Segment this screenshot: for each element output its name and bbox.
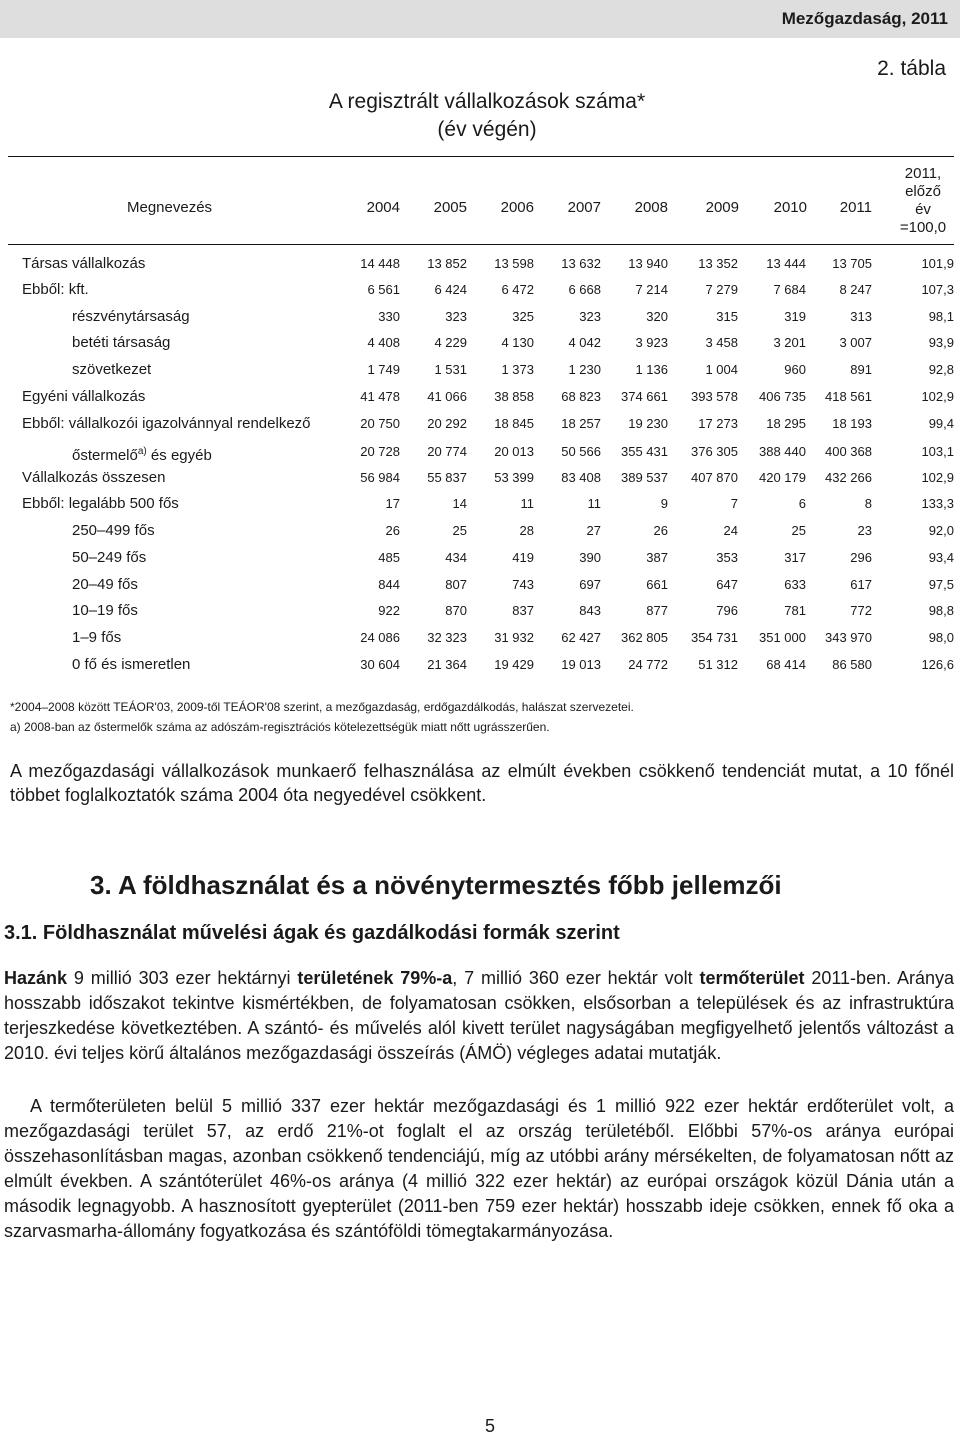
table-cell: 23 <box>857 523 872 538</box>
table-cell: 13 598 <box>494 256 534 271</box>
row-label <box>72 359 151 381</box>
table-cell: 18 193 <box>832 416 872 431</box>
column-header-year: 2009 <box>705 199 739 216</box>
table-cell: 432 266 <box>825 470 872 485</box>
table-row <box>0 386 960 408</box>
table-cell: 390 <box>579 550 601 565</box>
paragraph-agri-area: A termőterületen belül 5 millió 337 ezer hektár mezőgazdasági és 1 millió 922 ezer hektár erdőterület volt, a mezőgazdasági terület 57, az erdő 21%-ot foglalt el az ország területéből. Előbbi 57%-os aránya európai összehasonlításban magas, azonban csökkenő tendenciájú, míg az utóbbi arány mérsékelten, de folyamatosan nőtt az elmúlt években. A szántóterület 46%-os aránya (4 millió 322 ezer hektár) az európai országok közül Dánia után a második legnagyobb. A hasznosított gyepterület (2011-ben 759 ezer hektár) hosszabb ideje csökken, ennek fő oka a szarvasmarha-állomány fogyatkozása és szántóföldi tömegtakarmányozása. <box>4 1096 954 1241</box>
table-cell: 1 136 <box>635 362 668 377</box>
ratio-cell: 98,0 <box>928 630 954 645</box>
row-label <box>72 547 146 569</box>
header-bottom-rule <box>8 244 954 245</box>
table-row <box>0 600 960 622</box>
ratio-cell: 97,5 <box>928 577 954 592</box>
row-label <box>72 520 155 542</box>
table-cell: 323 <box>445 309 467 324</box>
table-cell: 419 <box>512 550 534 565</box>
footnote-marker: a) <box>137 446 147 457</box>
table-cell: 406 735 <box>759 389 806 404</box>
table-cell: 86 580 <box>832 657 872 672</box>
table-cell: 18 295 <box>766 416 806 431</box>
table-cell: 11 <box>587 496 601 511</box>
table-cell: 870 <box>445 603 467 618</box>
row-label-text: szövetkezet <box>72 361 152 378</box>
bold-text: Hazánk <box>4 968 68 988</box>
column-header-year: 2010 <box>773 199 807 216</box>
table-cell: 25 <box>791 523 806 538</box>
ratio-cell: 99,4 <box>928 416 954 431</box>
table-cell: 28 <box>519 523 534 538</box>
table-cell: 633 <box>784 577 806 592</box>
table-cell: 13 940 <box>628 256 668 271</box>
table-cell: 18 845 <box>494 416 534 431</box>
table-cell: 647 <box>716 577 738 592</box>
table-cell: 420 179 <box>759 470 806 485</box>
row-label-text: Ebből: vállalkozói igazolvánnyal rendelkező <box>22 415 311 432</box>
table-row <box>0 574 960 596</box>
row-label-text: Társas vállalkozás <box>22 255 146 272</box>
table-cell: 9 <box>660 496 668 511</box>
table-cell: 317 <box>784 550 806 565</box>
table-row <box>0 654 960 676</box>
table-cell: 17 <box>385 496 400 511</box>
table-cell: 1 004 <box>705 362 738 377</box>
ratio-cell: 107,3 <box>921 282 954 297</box>
table-cell: 4 130 <box>501 335 534 350</box>
ratio-cell: 126,6 <box>921 657 954 672</box>
table-row <box>0 627 960 649</box>
table-cell: 17 273 <box>698 416 738 431</box>
row-label-text: részvénytársaság <box>72 308 190 325</box>
table-row <box>0 253 960 275</box>
row-label-text: 10–19 fős <box>72 602 138 619</box>
row-label-text: Egyéni vállalkozás <box>22 388 146 405</box>
table-cell: 6 472 <box>501 282 534 297</box>
table-row <box>0 467 960 489</box>
table-cell: 389 537 <box>621 470 668 485</box>
table-cell: 56 984 <box>360 470 400 485</box>
table-cell: 24 <box>723 523 738 538</box>
ratio-cell: 102,9 <box>921 470 954 485</box>
ratio-cell: 102,9 <box>921 389 954 404</box>
table-cell: 374 661 <box>621 389 668 404</box>
row-label-text: és egyéb <box>146 447 212 464</box>
table-cell: 781 <box>784 603 806 618</box>
row-label-text: 1–9 fős <box>72 629 122 646</box>
column-header-year: 2006 <box>500 199 534 216</box>
table-cell: 68 414 <box>766 657 806 672</box>
table-cell: 24 086 <box>360 630 400 645</box>
table-cell: 3 458 <box>705 335 738 350</box>
table-cell: 55 837 <box>427 470 467 485</box>
table-number: 2. tábla <box>877 57 946 80</box>
table-cell: 24 772 <box>628 657 668 672</box>
ratio-head-line: =100,0 <box>899 219 947 236</box>
row-label <box>72 306 190 328</box>
table-cell: 353 <box>716 550 738 565</box>
paragraph-land <box>4 966 954 1066</box>
table-cell: 843 <box>579 603 601 618</box>
table-top-rule <box>8 156 954 157</box>
table-cell: 743 <box>512 577 534 592</box>
table-cell: 38 858 <box>494 389 534 404</box>
table-cell: 617 <box>850 577 872 592</box>
table-cell: 393 578 <box>691 389 738 404</box>
table-row <box>0 413 960 435</box>
table-row <box>0 441 960 463</box>
table-cell: 388 440 <box>759 444 806 459</box>
row-label-text: Ebből: legalább 500 fős <box>22 495 179 512</box>
table-cell: 922 <box>378 603 400 618</box>
table-cell: 330 <box>378 309 400 324</box>
table-title-main: A regisztrált vállalkozások száma* <box>328 90 646 113</box>
table-row <box>0 359 960 381</box>
row-label <box>22 493 179 515</box>
table-row <box>0 279 960 301</box>
ratio-head-line: év <box>915 201 931 218</box>
table-cell: 3 923 <box>635 335 668 350</box>
table-cell: 315 <box>716 309 738 324</box>
ratio-cell: 101,9 <box>921 256 954 271</box>
table-cell: 11 <box>520 496 534 511</box>
row-label-text: 50–249 fős <box>72 549 147 566</box>
row-label <box>22 386 145 408</box>
row-label <box>22 279 89 301</box>
column-header-year: 2005 <box>433 199 467 216</box>
ratio-cell: 98,8 <box>928 603 954 618</box>
table-cell: 20 774 <box>427 444 467 459</box>
table-cell: 6 424 <box>434 282 467 297</box>
ratio-cell: 93,4 <box>928 550 954 565</box>
row-label <box>72 654 190 676</box>
table-cell: 6 668 <box>568 282 601 297</box>
row-label-text: Vállalkozás összesen <box>22 469 166 486</box>
table-cell: 3 201 <box>773 335 806 350</box>
column-header-year: 2007 <box>567 199 601 216</box>
table-row <box>0 332 960 354</box>
table-cell: 14 <box>452 496 467 511</box>
bold-text: területének 79%-a <box>297 968 453 988</box>
table-cell: 323 <box>579 309 601 324</box>
table-cell: 6 <box>798 496 806 511</box>
table-cell: 343 970 <box>825 630 872 645</box>
table-cell: 8 247 <box>839 282 872 297</box>
table-cell: 7 684 <box>773 282 806 297</box>
ratio-head-line: előző <box>905 183 941 200</box>
table-cell: 68 823 <box>561 389 601 404</box>
table-cell: 355 431 <box>621 444 668 459</box>
table-cell: 7 <box>730 496 738 511</box>
table-cell: 7 279 <box>705 282 738 297</box>
table-cell: 8 <box>864 496 872 511</box>
column-header-year: 2004 <box>366 199 400 216</box>
ratio-head-line: 2011, <box>904 165 942 182</box>
ratio-cell: 98,1 <box>928 309 954 324</box>
row-label-text: Ebből: kft. <box>22 281 89 298</box>
ratio-cell: 92,8 <box>928 362 954 377</box>
table-cell: 20 292 <box>427 416 467 431</box>
table-row <box>0 306 960 328</box>
bold-text: termőterület <box>699 968 805 988</box>
section-heading: 3. A földhasználat és a növénytermesztés főbb jellemzői <box>90 870 782 900</box>
table-cell: 354 731 <box>691 630 738 645</box>
table-cell: 351 000 <box>759 630 806 645</box>
table-cell: 1 749 <box>367 362 400 377</box>
page-number: 5 <box>484 1416 495 1436</box>
table-cell: 4 229 <box>434 335 467 350</box>
table-row <box>0 493 960 515</box>
table-cell: 19 013 <box>561 657 601 672</box>
table-cell: 325 <box>512 309 534 324</box>
table-cell: 53 399 <box>494 470 534 485</box>
table-cell: 50 566 <box>561 444 601 459</box>
table-cell: 4 042 <box>568 335 601 350</box>
table-cell: 13 705 <box>832 256 872 271</box>
running-header: Mezőgazdaság, 2011 <box>781 9 948 28</box>
row-label-text: 250–499 fős <box>72 522 155 539</box>
table-cell: 891 <box>850 362 872 377</box>
ratio-cell: 93,9 <box>928 335 954 350</box>
table-cell: 32 323 <box>427 630 467 645</box>
table-cell: 376 305 <box>691 444 738 459</box>
table-cell: 313 <box>850 309 872 324</box>
ratio-cell: 103,1 <box>921 444 954 459</box>
table-notes <box>10 697 634 737</box>
table-cell: 407 870 <box>691 470 738 485</box>
table-cell: 21 364 <box>427 657 467 672</box>
table-cell: 400 368 <box>825 444 872 459</box>
table-cell: 296 <box>850 550 872 565</box>
table-cell: 13 852 <box>427 256 467 271</box>
table-cell: 844 <box>378 577 400 592</box>
ratio-cell: 92,0 <box>928 523 954 538</box>
row-label <box>22 467 165 489</box>
table-cell: 51 312 <box>698 657 738 672</box>
table-row <box>0 520 960 542</box>
row-label <box>72 574 138 596</box>
column-header-name: Megnevezés <box>127 199 213 216</box>
body-text: 9 millió 303 ezer hektárnyi <box>67 968 298 988</box>
table-cell: 14 448 <box>360 256 400 271</box>
table-cell: 25 <box>452 523 467 538</box>
table-cell: 772 <box>850 603 872 618</box>
table-cell: 62 427 <box>561 630 601 645</box>
table-cell: 18 257 <box>561 416 601 431</box>
table-cell: 7 214 <box>635 282 668 297</box>
table-cell: 796 <box>716 603 738 618</box>
table-cell: 83 408 <box>561 470 601 485</box>
table-cell: 697 <box>579 577 601 592</box>
body-text: , 7 millió 360 ezer hektár volt <box>452 968 700 988</box>
column-header-year: 2008 <box>634 199 668 216</box>
table-cell: 31 932 <box>494 630 534 645</box>
row-label-text: betéti társaság <box>72 334 171 351</box>
row-label <box>72 627 121 649</box>
row-label <box>72 600 138 622</box>
table-cell: 19 230 <box>628 416 668 431</box>
table-cell: 807 <box>445 577 467 592</box>
body-text: 2011-ben. Aránya hosszabb időszakot tekintve kismértékben, de folyamatosan csökken, elsősorban a települések és az infrastruktúra terjeszkedése következtében. A szántó- és művelés alól kivett terület nagyságában megfigyelhető jelentős változást a 2010. évi teljes körű általános mezőgazdasági összeírás (ÁMÖ) végleges adatai mutatják. <box>4 968 954 1063</box>
table-cell: 20 013 <box>494 444 534 459</box>
footnote: *2004–2008 között TEÁOR'03, 2009-től TEÁOR'08 szerint, a mezőgazdaság, erdőgazdálkodás, halászat szervezetei. <box>10 700 634 714</box>
table-cell: 41 066 <box>427 389 467 404</box>
table-cell: 485 <box>378 550 400 565</box>
table-cell: 20 750 <box>360 416 400 431</box>
table-cell: 418 561 <box>825 389 872 404</box>
paragraph-intro: A mezőgazdasági vállalkozások munkaerő felhasználása az elmúlt években csökkenő tendenciát mutat, a 10 főnél többet foglalkoztatók száma 2004 óta negyedével csökkent. <box>10 761 954 805</box>
table-cell: 26 <box>385 523 400 538</box>
table-cell: 26 <box>653 523 668 538</box>
table-cell: 41 478 <box>360 389 400 404</box>
table-cell: 960 <box>784 362 806 377</box>
table-cell: 877 <box>646 603 668 618</box>
table-cell: 362 805 <box>621 630 668 645</box>
column-header-ratio <box>892 165 954 237</box>
column-header-year: 2011 <box>839 199 872 216</box>
table-cell: 387 <box>646 550 668 565</box>
table-cell: 320 <box>646 309 668 324</box>
table-cell: 30 604 <box>360 657 400 672</box>
table-cell: 4 408 <box>367 335 400 350</box>
table-cell: 1 531 <box>434 362 467 377</box>
table-cell: 6 561 <box>367 282 400 297</box>
subsection-heading: 3.1. Földhasználat művelési ágak és gazdálkodási formák szerint <box>4 922 620 944</box>
table-title <box>298 88 676 144</box>
footnote: a) 2008-ban az őstermelők száma az adószám-regisztrációs kötelezettségük miatt nőtt ugrásszerűen. <box>10 720 550 734</box>
table-cell: 1 230 <box>568 362 601 377</box>
table-cell: 1 373 <box>501 362 534 377</box>
table-cell: 434 <box>445 550 467 565</box>
table-row <box>0 547 960 569</box>
ratio-cell: 133,3 <box>921 496 954 511</box>
row-label-text: 20–49 fős <box>72 576 138 593</box>
table-cell: 19 429 <box>494 657 534 672</box>
table-cell: 20 728 <box>360 444 400 459</box>
row-label <box>22 413 311 435</box>
row-label-text: őstermelő <box>72 447 138 464</box>
row-label <box>72 441 212 467</box>
row-label <box>22 253 145 275</box>
table-cell: 319 <box>784 309 806 324</box>
table-cell: 661 <box>646 577 668 592</box>
table-cell: 13 444 <box>766 256 806 271</box>
row-label <box>72 332 170 354</box>
header-band <box>0 0 960 38</box>
row-label-text: 0 fő és ismeretlen <box>72 656 191 673</box>
table-cell: 13 632 <box>561 256 601 271</box>
table-cell: 13 352 <box>698 256 738 271</box>
table-cell: 3 007 <box>839 335 872 350</box>
table-cell: 27 <box>586 523 601 538</box>
table-cell: 837 <box>512 603 534 618</box>
table-title-sub: (év végén) <box>437 118 537 141</box>
